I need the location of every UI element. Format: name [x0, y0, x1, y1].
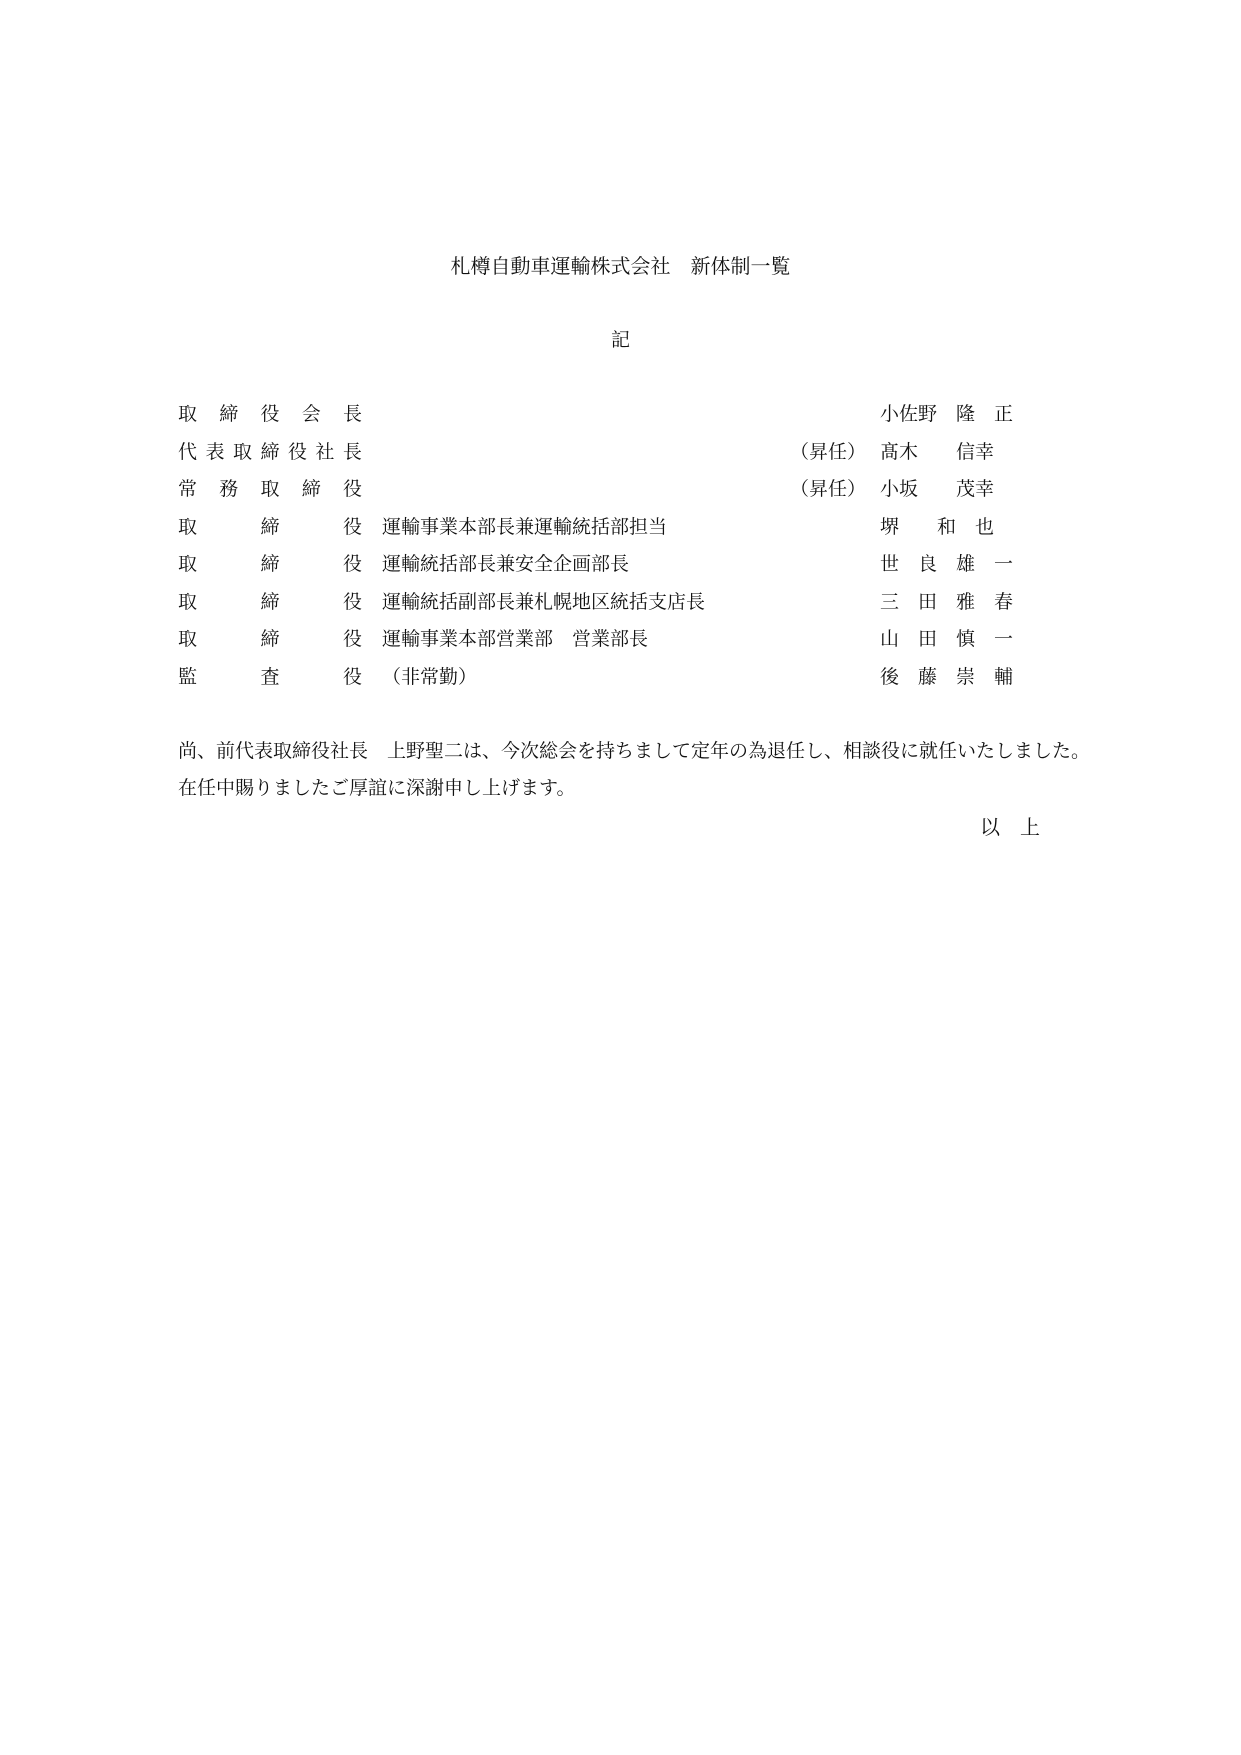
document-title: 札樽自動車運輸株式会社 新体制一覧	[450, 254, 791, 278]
roster-name: 後 藤 崇 輔	[880, 665, 1014, 688]
roster-row: 常 務 取 締 役 （昇任） 小坂 茂幸	[178, 471, 1028, 509]
roster-dept: 運輸事業本部営業部 営業部長	[382, 628, 649, 650]
roster-title: 代 表 取 締 役 社 長	[178, 440, 362, 463]
roster-dept: （非常勤）	[382, 665, 478, 688]
roster-title: 監 査 役	[178, 665, 362, 688]
roster-row	[178, 659, 1028, 697]
roster-row	[178, 509, 1028, 547]
roster-name: 堺 和 也	[880, 515, 995, 538]
roster-row	[178, 584, 1028, 622]
closing-line-2: 在任中賜りましたご厚誼に深謝申し上げます。	[178, 777, 576, 799]
roster-dept: 運輸事業本部長兼運輸統括部担当	[382, 515, 668, 538]
closing-ijou	[980, 811, 1064, 840]
roster-name: 髙木 信幸	[880, 440, 995, 463]
roster-title: 常 務 取 締 役	[178, 478, 362, 500]
roster-title: 取 締 役	[178, 553, 362, 575]
roster-dept: 運輸統括副部長兼札幌地区統括支店長	[382, 590, 706, 613]
roster-name: 三 田 雅 春	[880, 590, 1014, 613]
roster-name: 小坂 茂幸	[880, 478, 995, 500]
closing-line-1: 尚、前代表取締役社長 上野聖二は、今次総会を持ちまして定年の為退任し、相談役に就任いたしました。	[178, 740, 1091, 762]
roster-list	[178, 396, 1028, 696]
ki-marker: 記	[610, 329, 630, 351]
roster-title: 取 締 役	[178, 628, 362, 650]
roster-title: 取 締 役	[178, 590, 362, 613]
ijou-text: 以 上	[980, 815, 1040, 839]
closing-remarks	[178, 733, 1091, 807]
roster-row	[178, 621, 1028, 659]
roster-title: 取 締 役 会 長	[178, 403, 362, 425]
roster-name: 山 田 慎 一	[880, 628, 1014, 650]
roster-title: 取 締 役	[178, 515, 362, 538]
roster-row: 代 表 取 締 役 社 長 （昇任） 髙木 信幸	[178, 434, 1028, 472]
roster-row	[178, 396, 1028, 434]
roster-name: 小佐野 隆 正	[880, 403, 1014, 425]
roster-row	[178, 546, 1028, 584]
roster-dept: 運輸統括部長兼安全企画部長	[382, 553, 630, 575]
roster-name: 世 良 雄 一	[880, 553, 1014, 575]
